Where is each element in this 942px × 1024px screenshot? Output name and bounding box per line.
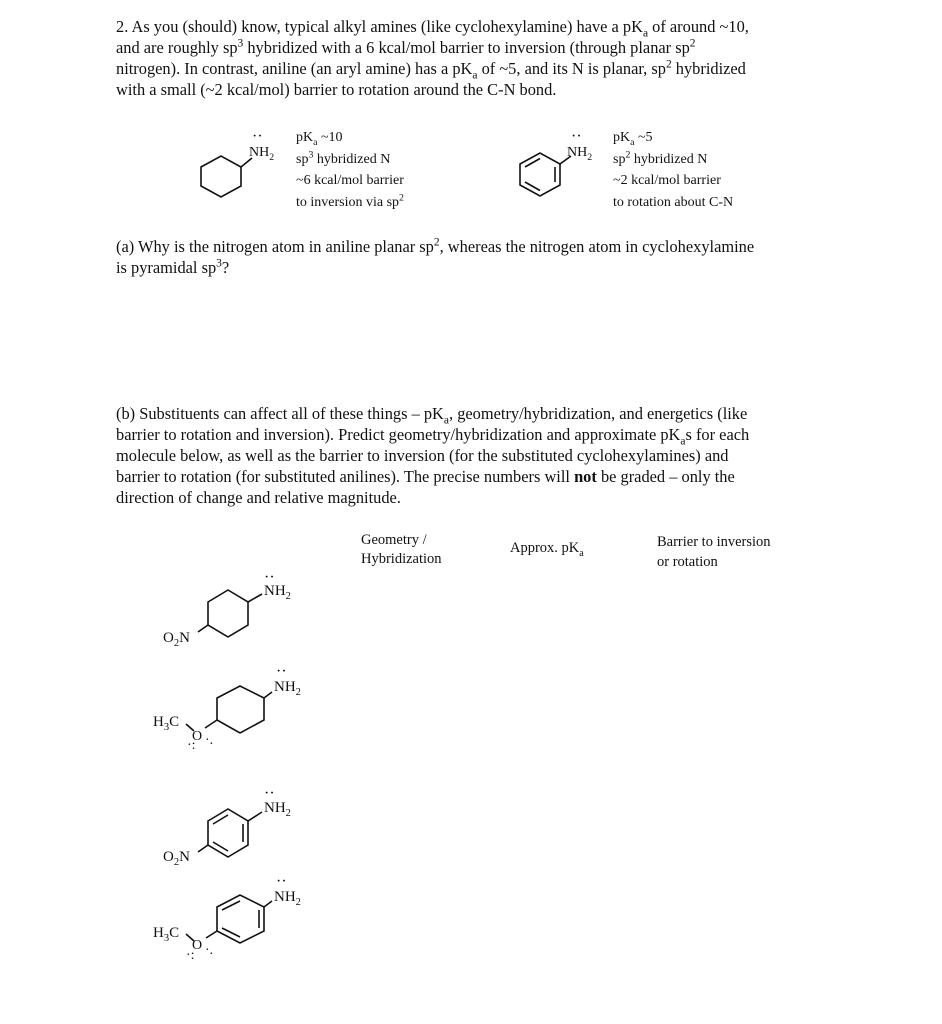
intro-line-4: with a small (~2 kcal/mol) barrier to rotation around the C-N bond. [116,80,557,99]
barrier-header [657,533,771,572]
barrier-line-2: to rotation about C-N [613,194,734,210]
hybridization-line: $sp^2$ hybridized N [613,148,708,167]
molecule-4-oxygen-label: O [192,938,203,953]
hybridization-line: $sp^3$ hybridized N [296,148,391,167]
intro-line-2: and are roughly $sp^3$ hybridized with a 6 kcal/mol barrier to inversion (through planar $sp^2$ [116,37,696,57]
lone-pair-dots: ·· [276,873,287,890]
part-b-line-4: barrier to rotation (for substituted anilines). The precise numbers will not be graded – only the [116,467,735,486]
pka-line: $pK_a$ ~5 [613,130,653,148]
molecule-2-structure [186,686,272,733]
pka-header: Approx. $pK_a$ [510,540,584,559]
geometry-header-line-2: Hybridization [361,551,442,567]
molecule-3-nitro-label: $O_2N$ [163,849,190,868]
part-a-line-2: is pyramidal $sp^3$? [116,257,230,277]
lone-pair-dots: ·: [186,948,195,963]
molecule-3-amine-label: $NH_2$ [264,800,291,819]
aniline-properties [613,127,733,213]
lone-pair-dots: ·· [264,569,275,586]
cyclohexylamine-nh2-label: $NH_2$ [249,145,275,163]
part-b-line-5: direction of change and relative magnitude. [116,488,401,507]
barrier-line: ~6 kcal/mol barrier [296,173,404,188]
geometry-header [361,531,442,569]
question-intro [116,16,836,100]
barrier-line: ~2 kcal/mol barrier [613,173,721,188]
benzene-ring [217,895,264,943]
molecule-4-amine-label: $NH_2$ [274,889,301,908]
pka-line: $pK_a$ ~10 [296,130,343,148]
part-a-line-1: (a) Why is the nitrogen atom in aniline planar $sp^2$, whereas the nitrogen atom in cyclohexylamine [116,236,755,256]
aniline-nh2-label: $NH_2$ [567,145,593,163]
benzene-ring [208,809,248,857]
barrier-header-line-2: or rotation [657,553,718,570]
intro-line-3: nitrogen). In contrast, aniline (an aryl amine) has a $pK_a$ of ~5, and its N is planar, $sp^2$ hybridized [116,58,746,82]
molecule-2-methyl-label: $H_3C$ [153,714,180,733]
molecule-3-structure [198,809,262,857]
lone-pair-dots: ·· [252,128,263,145]
cyclohexane-ring [208,590,248,637]
molecule-1-nitro-label: $O_2N$ [163,630,190,649]
part-b-question [116,403,836,508]
part-b-line-3: molecule below, as well as the barrier to inversion (for the substituted cyclohexylamines) and [116,446,729,465]
cyclohexylamine-properties [296,127,404,213]
molecule-4-structure [186,895,272,943]
barrier-header-line-1: Barrier to inversion [657,534,771,550]
molecule-2-oxygen-label: O [192,729,203,744]
lone-pair-dots: ·· [571,128,582,145]
intro-line-1: 2. As you (should) know, typical alkyl amines (like cyclohexylamine) have a $pK_a$ of around ~10, [116,17,749,40]
geometry-header-line-1: Geometry / [361,532,427,548]
part-b-line-2: barrier to rotation and inversion). Predict geometry/hybridization and approximate $pK_as$ for each [116,425,750,448]
molecule-4-methyl-label: $H_3C$ [153,925,180,944]
cyclohexane-ring [217,686,264,733]
benzene-ring [520,153,560,196]
barrier-line-2: to inversion via $sp^2$ [296,191,404,210]
aniline-structure [520,153,571,196]
cyclohexane-ring [201,156,241,197]
lone-pair-dots: ·· [276,663,287,680]
lone-pair-dots: ·. [205,943,214,958]
part-a-question [116,236,836,278]
molecule-1-amine-label: $NH_2$ [264,583,291,602]
lone-pair-dots: ·· [264,785,275,802]
lone-pair-dots: ·: [187,738,196,753]
cyclohexylamine-structure [201,156,252,197]
molecule-2-amine-label: $NH_2$ [274,679,301,698]
part-b-line-1: (b) Substituents can affect all of these things – $pK_a$, geometry/hybridization, and energetics (like [116,404,748,427]
lone-pair-dots: ·. [205,733,214,748]
molecule-1-structure [198,590,262,637]
